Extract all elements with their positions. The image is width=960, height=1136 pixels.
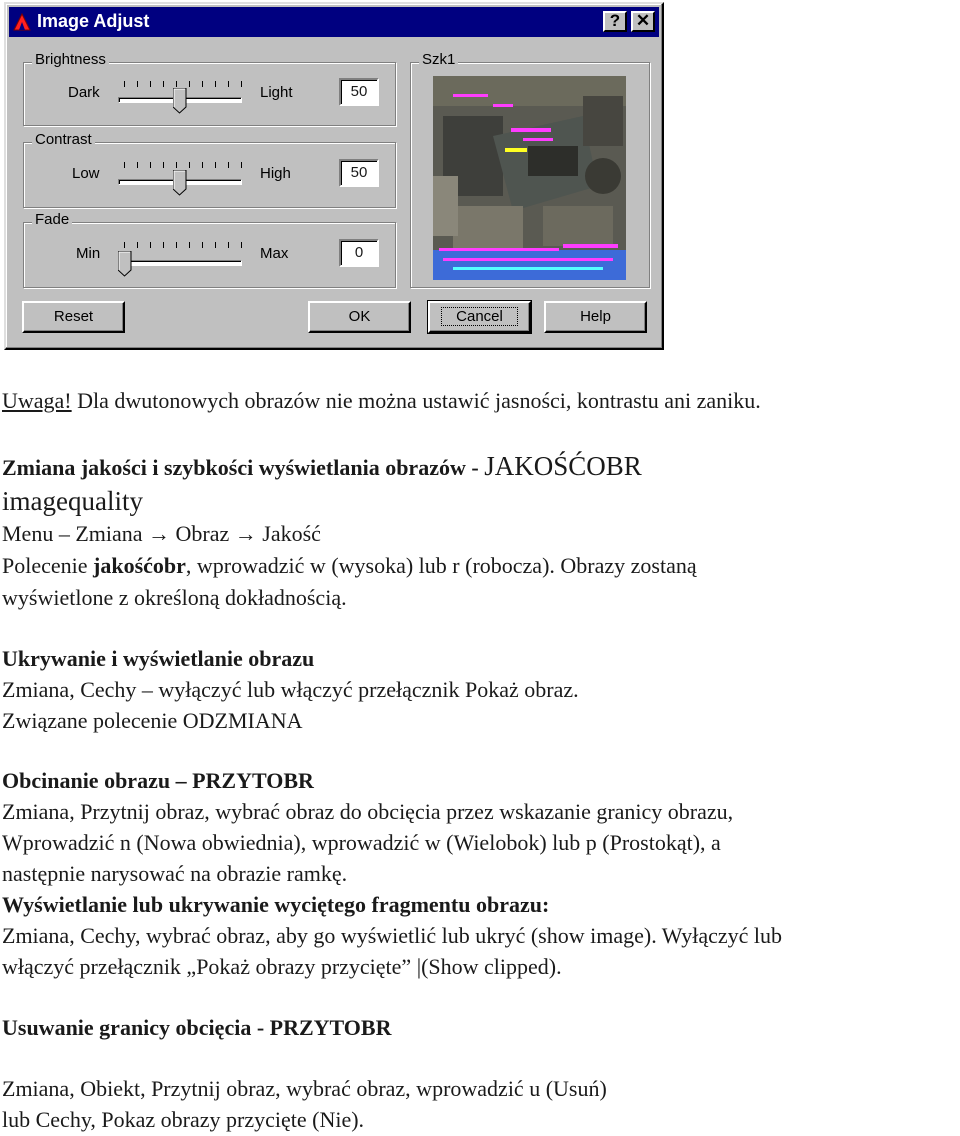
brightness-caption: Brightness bbox=[32, 51, 109, 68]
contrast-caption: Contrast bbox=[32, 131, 95, 148]
tick-mark bbox=[215, 242, 216, 248]
s4-line1: Zmiana, Cechy, wybrać obraz, aby go wyświetlić lub ukryć (show image). Wyłączyć lub bbox=[2, 923, 783, 948]
reset-button[interactable]: Reset bbox=[22, 301, 125, 333]
tick-mark bbox=[228, 162, 229, 168]
fade-high-label: Max bbox=[260, 245, 289, 262]
tick-mark bbox=[202, 81, 203, 87]
s1-command: JAKOŚĆOBR bbox=[484, 451, 642, 481]
tick-mark bbox=[215, 81, 216, 87]
brightness-low-label: Dark bbox=[68, 84, 100, 101]
tick-mark bbox=[163, 242, 164, 248]
s1-line1 bbox=[2, 553, 697, 579]
note-paragraph bbox=[2, 388, 761, 414]
note-label: Uwaga! bbox=[2, 388, 72, 413]
tick-mark bbox=[150, 162, 151, 168]
s3-line3: następnie narysować na obrazie ramkę. bbox=[2, 861, 348, 886]
tick-mark bbox=[189, 162, 190, 168]
tick-mark bbox=[241, 81, 242, 87]
brightness-value-input[interactable]: 50 bbox=[339, 78, 379, 106]
tick-mark bbox=[176, 81, 177, 87]
tick-mark bbox=[137, 162, 138, 168]
tick-mark bbox=[137, 81, 138, 87]
aerial-image-preview bbox=[433, 76, 626, 280]
tick-mark bbox=[176, 242, 177, 248]
s1-menu: Menu – Zmiana → Obraz → Jakość bbox=[2, 521, 321, 546]
fade-track[interactable] bbox=[118, 260, 242, 266]
fade-ticks bbox=[124, 242, 244, 248]
s1-heading bbox=[2, 453, 642, 481]
tick-mark bbox=[202, 162, 203, 168]
brightness-slider-thumb[interactable] bbox=[173, 88, 187, 114]
s4-line2: włączyć przełącznik „Pokaż obrazy przycięte” |(Show clipped). bbox=[2, 954, 562, 979]
app-icon bbox=[13, 13, 31, 31]
tick-mark bbox=[241, 162, 242, 168]
brightness-ticks bbox=[124, 81, 244, 87]
tick-mark bbox=[241, 242, 242, 248]
cancel-button[interactable] bbox=[428, 301, 531, 333]
preview-caption: Szk1 bbox=[419, 51, 458, 68]
s3-title: Obcinanie obrazu – PRZYTOBR bbox=[2, 768, 314, 793]
tick-mark bbox=[189, 242, 190, 248]
s1-command-en: imagequality bbox=[2, 486, 143, 516]
tick-mark bbox=[176, 162, 177, 168]
fade-slider-thumb[interactable] bbox=[118, 251, 132, 277]
tick-mark bbox=[202, 242, 203, 248]
fade-value-input[interactable]: 0 bbox=[339, 239, 379, 267]
s5-title: Usuwanie granicy obcięcia - PRZYTOBR bbox=[2, 1015, 392, 1040]
s3-line2: Wprowadzić n (Nowa obwiednia), wprowadzić w (Wielobok) lub p (Prostokąt), a bbox=[2, 830, 721, 855]
image-adjust-dialog bbox=[4, 2, 664, 350]
s3-line1: Zmiana, Przytnij obraz, wybrać obraz do obcięcia przez wskazanie granicy obrazu, bbox=[2, 799, 734, 824]
fade-low-label: Min bbox=[76, 245, 101, 262]
s5-line1: Zmiana, Obiekt, Przytnij obraz, wybrać obraz, wprowadzić u (Usuń) bbox=[2, 1076, 607, 1101]
s1-line1-b: jakośćobr bbox=[93, 553, 186, 578]
tick-mark bbox=[150, 242, 151, 248]
s1-line1-a: Polecenie bbox=[2, 553, 94, 578]
s2-title: Ukrywanie i wyświetlanie obrazu bbox=[2, 646, 315, 671]
tick-mark bbox=[124, 81, 125, 87]
help-title-button[interactable]: ? bbox=[603, 11, 627, 32]
s1-line2: wyświetlone z określoną dokładnością. bbox=[2, 585, 347, 610]
s2-line1: Zmiana, Cechy – wyłączyć lub włączyć przełącznik Pokaż obraz. bbox=[2, 677, 579, 702]
dialog-title: Image Adjust bbox=[37, 11, 150, 31]
s4-title: Wyświetlanie lub ukrywanie wyciętego fragmentu obrazu: bbox=[2, 892, 550, 917]
s2-line2: Związane polecenie ODZMIANA bbox=[2, 708, 303, 733]
s1-title: Zmiana jakości i szybkości wyświetlania obrazów - bbox=[2, 455, 485, 480]
title-bar[interactable] bbox=[9, 7, 659, 37]
tick-mark bbox=[124, 242, 125, 248]
contrast-high-label: High bbox=[260, 165, 291, 182]
s5-line2: lub Cechy, Pokaz obrazy przycięte (Nie). bbox=[2, 1107, 365, 1132]
tick-mark bbox=[163, 81, 164, 87]
cancel-button-label: Cancel bbox=[441, 307, 518, 326]
tick-mark bbox=[228, 242, 229, 248]
tick-mark bbox=[163, 162, 164, 168]
tick-mark bbox=[150, 81, 151, 87]
s1-line1-c: , wprowadzić w (wysoka) lub r (robocza). Obrazy zostaną bbox=[185, 553, 697, 578]
contrast-ticks bbox=[124, 162, 244, 168]
ok-button[interactable]: OK bbox=[308, 301, 411, 333]
tick-mark bbox=[137, 242, 138, 248]
contrast-value-input[interactable]: 50 bbox=[339, 159, 379, 187]
fade-caption: Fade bbox=[32, 211, 72, 228]
tick-mark bbox=[215, 162, 216, 168]
tick-mark bbox=[228, 81, 229, 87]
close-button[interactable]: ✕ bbox=[631, 11, 655, 32]
brightness-high-label: Light bbox=[260, 84, 293, 101]
note-body: Dla dwutonowych obrazów nie można ustawić jasności, kontrastu ani zaniku. bbox=[71, 388, 761, 413]
contrast-low-label: Low bbox=[72, 165, 100, 182]
tick-mark bbox=[124, 162, 125, 168]
contrast-slider-thumb[interactable] bbox=[173, 170, 187, 196]
help-button[interactable]: Help bbox=[544, 301, 647, 333]
tick-mark bbox=[189, 81, 190, 87]
